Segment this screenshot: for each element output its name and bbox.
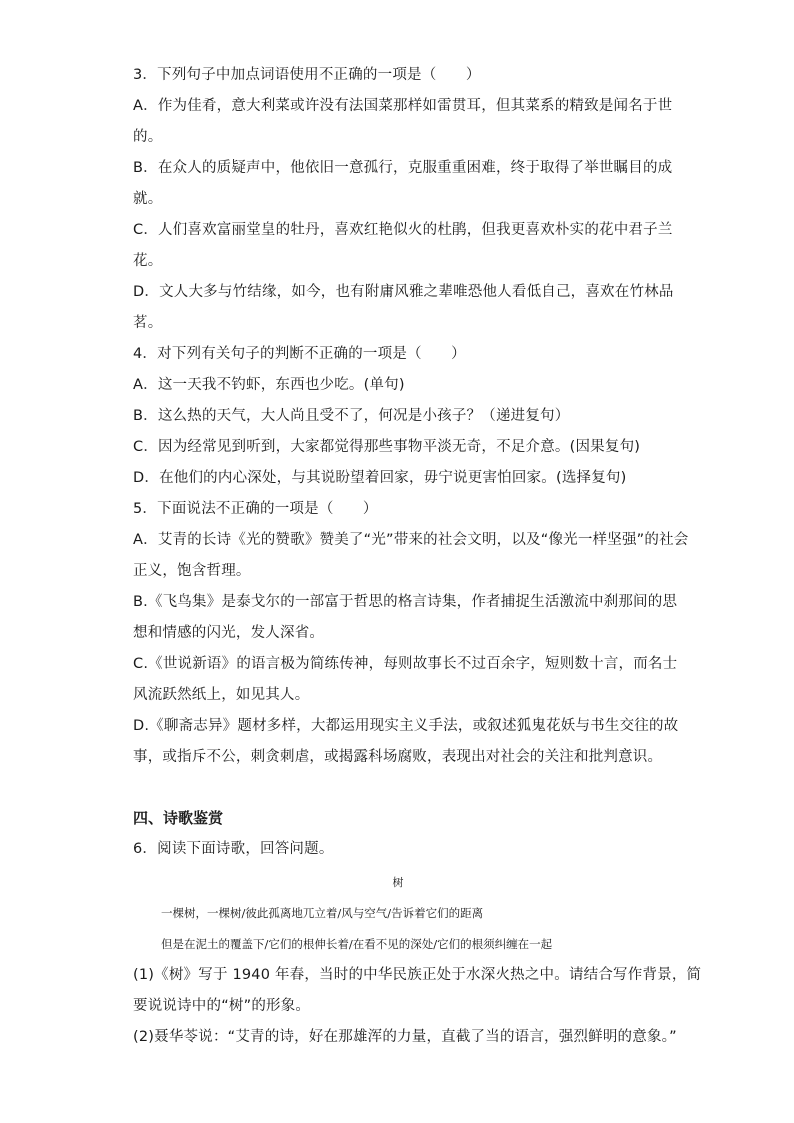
question-5-option-d-cont: 事，或指斥不公，刺贪刺虐，或揭露科场腐败，表现出对社会的关注和批判意识。: [133, 749, 663, 765]
question-5-option-a: A．艾青的长诗《光的赞歌》赞美了“光”带来的社会文明，以及“像光一样坚强”的社会: [133, 532, 689, 548]
question-3-option-b: B．在众人的质疑声中，他依旧一意孤行，克服重重困难，终于取得了举世瞩目的成: [133, 160, 673, 176]
question-3-option-d-cont: 茗。: [133, 315, 163, 331]
question-4-option-a: A．这一天我不钓虾，东西也少吃。(单句): [133, 377, 405, 393]
question-4-option-c: C．因为经常见到听到，大家都觉得那些事物平淡无奇，不足介意。(因果复句): [133, 439, 641, 455]
question-6-sub-1: (1)《树》写于 1940 年春，当时的中华民族正处于水深火热之中。请结合写作背景，简: [133, 967, 702, 983]
question-5-option-b-cont: 想和情感的闪光，发人深省。: [133, 625, 325, 641]
question-5-option-a-cont: 正义，饱含哲理。: [133, 563, 251, 579]
question-5-option-c-cont: 风流跃然纸上，如见其人。: [133, 687, 310, 703]
question-3-option-c: C．人们喜欢富丽堂皇的牡丹，喜欢红艳似火的杜鹃，但我更喜欢朴实的花中君子兰: [133, 222, 673, 238]
poem-title: 树: [392, 876, 404, 889]
poem-line-2: 但是在泥土的覆盖下/它们的根伸长着/在看不见的深处/它们的根须纠缠在一起: [161, 937, 553, 951]
question-5-option-d: D.《聊斋志异》题材多样，大都运用现实主义手法，或叙述狐鬼花妖与书生交往的故: [133, 718, 679, 734]
question-6-stem: 6．阅读下面诗歌，回答问题。: [133, 841, 334, 857]
question-3-option-b-cont: 就。: [133, 191, 163, 207]
question-5-stem: 5．下面说法不正确的一项是（ ）: [133, 501, 378, 517]
question-5-option-c: C.《世说新语》的语言极为简练传神，每则故事长不过百余字，短则数十言，而名士: [133, 656, 678, 672]
question-6-sub-2: (2)聂华苓说：“艾青的诗，好在那雄浑的力量，直截了当的语言，强烈鲜明的意象。”: [133, 1029, 677, 1045]
question-6-sub-1-cont: 要说说诗中的“树”的形象。: [133, 998, 311, 1014]
question-3-option-d: D．文人大多与竹结缘，如今，也有附庸风雅之辈唯恐他人看低自己，喜欢在竹林品: [133, 284, 674, 300]
question-4-stem: 4．对下列有关句子的判断不正确的一项是（ ）: [133, 346, 466, 362]
section-4-title: 四、诗歌鉴赏: [133, 809, 224, 827]
question-4-option-b: B．这么热的天气，大人尚且受不了，何况是小孩子？（递进复句）: [133, 408, 570, 424]
question-4-option-d: D．在他们的内心深处，与其说盼望着回家，毋宁说更害怕回家。(选择复句): [133, 470, 627, 486]
question-3-option-a: A．作为佳肴，意大利菜或许没有法国菜那样如雷贯耳，但其菜系的精致是闻名于世: [133, 98, 673, 114]
document-page: [133, 60, 702, 1053]
section-spacer: [133, 773, 663, 803]
poem-line-1: 一棵树，一棵树/彼此孤离地兀立着/风与空气/告诉着它们的距离: [161, 906, 484, 920]
question-3-stem: 3．下列句子中加点词语使用不正确的一项是（ ）: [133, 67, 481, 83]
question-3-option-a-cont: 的。: [133, 129, 163, 145]
question-3-option-c-cont: 花。: [133, 253, 163, 269]
question-5-option-b: B.《飞鸟集》是泰戈尔的一部富于哲思的格言诗集，作者捕捉生活激流中刹那间的思: [133, 594, 678, 610]
